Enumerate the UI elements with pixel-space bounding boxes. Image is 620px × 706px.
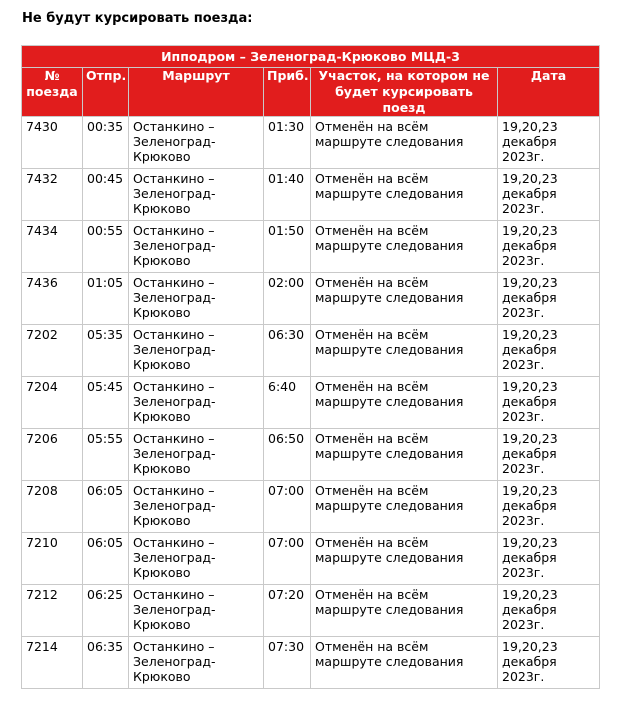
route: Останкино – Зеленоград-Крюково bbox=[129, 169, 264, 221]
train-number: 7206 bbox=[22, 429, 83, 481]
table-row bbox=[22, 585, 600, 637]
route: Останкино – Зеленоград-Крюково bbox=[129, 481, 264, 533]
route: Останкино – Зеленоград-Крюково bbox=[129, 377, 264, 429]
date: 19,20,23 декабря 2023г. bbox=[498, 117, 600, 169]
col-header-arrival: Приб. bbox=[264, 68, 311, 117]
train-number: 7212 bbox=[22, 585, 83, 637]
date: 19,20,23 декабря 2023г. bbox=[498, 325, 600, 377]
departure-time: 00:35 bbox=[83, 117, 129, 169]
table-title-row bbox=[22, 46, 600, 68]
table-row bbox=[22, 481, 600, 533]
date: 19,20,23 декабря 2023г. bbox=[498, 637, 600, 689]
arrival-time: 06:30 bbox=[264, 325, 311, 377]
date: 19,20,23 декабря 2023г. bbox=[498, 429, 600, 481]
route: Останкино – Зеленоград-Крюково bbox=[129, 273, 264, 325]
route: Останкино – Зеленоград-Крюково bbox=[129, 325, 264, 377]
arrival-time: 07:20 bbox=[264, 585, 311, 637]
table-row bbox=[22, 377, 600, 429]
cancelled-section: Отменён на всём маршруте следования bbox=[311, 117, 498, 169]
date: 19,20,23 декабря 2023г. bbox=[498, 169, 600, 221]
arrival-time: 02:00 bbox=[264, 273, 311, 325]
table-row bbox=[22, 117, 600, 169]
route: Останкино – Зеленоград-Крюково bbox=[129, 637, 264, 689]
date: 19,20,23 декабря 2023г. bbox=[498, 533, 600, 585]
cancelled-section: Отменён на всём маршруте следования bbox=[311, 585, 498, 637]
table-row bbox=[22, 637, 600, 689]
arrival-time: 01:50 bbox=[264, 221, 311, 273]
departure-time: 05:45 bbox=[83, 377, 129, 429]
route: Останкино – Зеленоград-Крюково bbox=[129, 221, 264, 273]
schedule-table bbox=[21, 45, 600, 689]
table-row bbox=[22, 221, 600, 273]
cancelled-section: Отменён на всём маршруте следования bbox=[311, 533, 498, 585]
departure-time: 00:55 bbox=[83, 221, 129, 273]
train-number: 7208 bbox=[22, 481, 83, 533]
cancelled-section: Отменён на всём маршруте следования bbox=[311, 481, 498, 533]
date: 19,20,23 декабря 2023г. bbox=[498, 585, 600, 637]
train-number: 7430 bbox=[22, 117, 83, 169]
table-row bbox=[22, 325, 600, 377]
col-header-section: Участок, на котором не будет курсировать поезд bbox=[311, 68, 498, 117]
route: Останкино – Зеленоград-Крюково bbox=[129, 533, 264, 585]
arrival-time: 01:30 bbox=[264, 117, 311, 169]
arrival-time: 01:40 bbox=[264, 169, 311, 221]
cancelled-section: Отменён на всём маршруте следования bbox=[311, 325, 498, 377]
train-number: 7214 bbox=[22, 637, 83, 689]
departure-time: 01:05 bbox=[83, 273, 129, 325]
table-row bbox=[22, 273, 600, 325]
table-row bbox=[22, 429, 600, 481]
table-row bbox=[22, 169, 600, 221]
train-number: 7210 bbox=[22, 533, 83, 585]
train-number: 7204 bbox=[22, 377, 83, 429]
arrival-time: 07:30 bbox=[264, 637, 311, 689]
arrival-time: 07:00 bbox=[264, 533, 311, 585]
col-header-route: Маршрут bbox=[129, 68, 264, 117]
table-row bbox=[22, 533, 600, 585]
cancelled-section: Отменён на всём маршруте следования bbox=[311, 429, 498, 481]
table-header-row bbox=[22, 68, 600, 117]
train-number: 7432 bbox=[22, 169, 83, 221]
departure-time: 05:35 bbox=[83, 325, 129, 377]
cancelled-section: Отменён на всём маршруте следования bbox=[311, 637, 498, 689]
arrival-time: 6:40 bbox=[264, 377, 311, 429]
train-number: 7436 bbox=[22, 273, 83, 325]
col-header-date: Дата bbox=[498, 68, 600, 117]
route: Останкино – Зеленоград-Крюково bbox=[129, 117, 264, 169]
cancelled-section: Отменён на всём маршруте следования bbox=[311, 273, 498, 325]
train-number: 7202 bbox=[22, 325, 83, 377]
departure-time: 06:05 bbox=[83, 533, 129, 585]
date: 19,20,23 декабря 2023г. bbox=[498, 377, 600, 429]
departure-time: 00:45 bbox=[83, 169, 129, 221]
cancelled-section: Отменён на всём маршруте следования bbox=[311, 169, 498, 221]
route: Останкино – Зеленоград-Крюково bbox=[129, 585, 264, 637]
train-number: 7434 bbox=[22, 221, 83, 273]
col-header-train-number: № поезда bbox=[22, 68, 83, 117]
departure-time: 06:35 bbox=[83, 637, 129, 689]
date: 19,20,23 декабря 2023г. bbox=[498, 221, 600, 273]
arrival-time: 07:00 bbox=[264, 481, 311, 533]
date: 19,20,23 декабря 2023г. bbox=[498, 481, 600, 533]
col-header-departure: Отпр. bbox=[83, 68, 129, 117]
page-heading: Не будут курсировать поезда: bbox=[22, 11, 253, 26]
cancelled-section: Отменён на всём маршруте следования bbox=[311, 377, 498, 429]
date: 19,20,23 декабря 2023г. bbox=[498, 273, 600, 325]
arrival-time: 06:50 bbox=[264, 429, 311, 481]
route: Останкино – Зеленоград-Крюково bbox=[129, 429, 264, 481]
departure-time: 05:55 bbox=[83, 429, 129, 481]
departure-time: 06:05 bbox=[83, 481, 129, 533]
departure-time: 06:25 bbox=[83, 585, 129, 637]
cancelled-section: Отменён на всём маршруте следования bbox=[311, 221, 498, 273]
table-title: Ипподром – Зеленоград-Крюково МЦД-3 bbox=[22, 46, 600, 68]
